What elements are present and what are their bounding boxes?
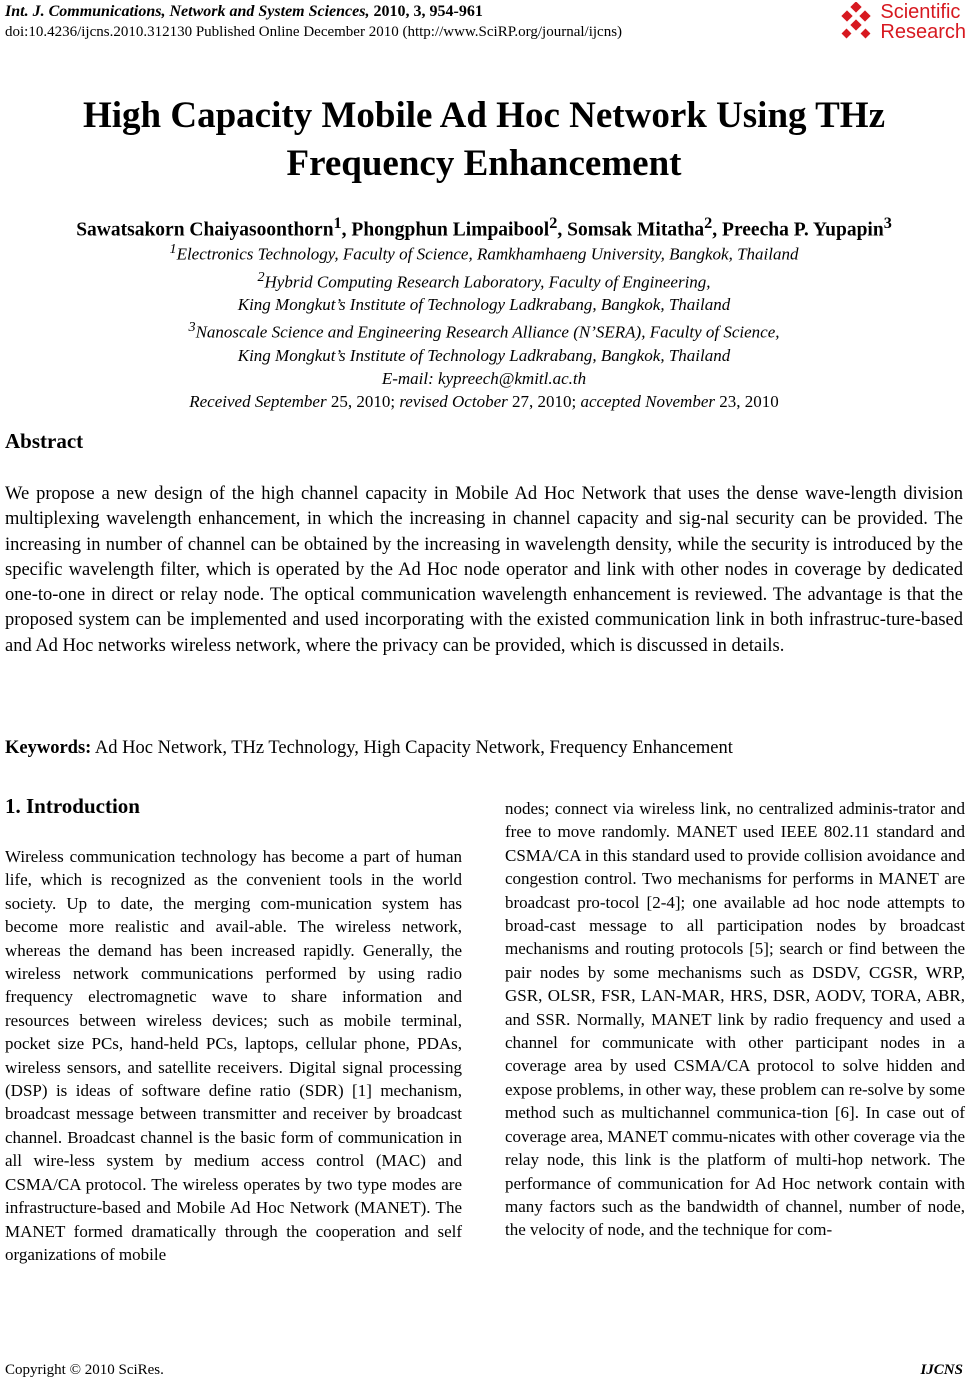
affiliation-3-line2: King Mongkut’s Institute of Technology Ladkrabang, Bangkok, Thailand — [237, 345, 731, 365]
scientific-research-logo — [838, 0, 966, 44]
author-list: Sawatsakorn Chaiyasoonthorn$^1$, Phongphun Limpaibool$^2$, Somsak Mitatha$^2$, Preecha P. Yupapin$^3$ — [76, 214, 892, 241]
keywords-text: Ad Hoc Network, THz Technology, High Capacity Network, Frequency Enhancement — [91, 738, 733, 758]
affiliation-1: $^1$Electronics Technology, Faculty of Science, Ramkhamhaeng University, Bangkok, Thailand — [169, 241, 799, 264]
keywords — [5, 735, 963, 761]
journal-title: Int. J. Communications, Network and System Sciences, — [5, 3, 370, 20]
author-name: Sawatsakorn Chaiyasoonthorn — [76, 219, 334, 241]
author-name: Somsak Mitatha — [567, 219, 705, 241]
email-line: E-mail: kypreech@kmitl.ac.th — [381, 368, 587, 388]
author-name: Phongphun Limpaibool — [351, 219, 550, 241]
paper-title: High Capacity Mobile Ad Hoc Network Using THz Frequency Enhancement — [82, 95, 886, 184]
author-name: Preecha P. Yupapin — [722, 219, 884, 241]
copyright-footer: Copyright © 2010 SciRes. — [5, 1362, 164, 1378]
abstract-heading: Abstract — [5, 429, 84, 453]
logo-text: Scientific Research — [880, 1, 966, 43]
introduction-heading: 1. Introduction — [5, 794, 140, 818]
introduction-right-column: nodes; connect via wireless link, no centralized adminis-trator and free to move randomly. MANET used IEEE 802.11 standard and CSMA/CA in this standard used to provide collision avoidance and congestion control. Two mechanisms for performs in MANET are broadcast pro-tocol [2-4]; one available ad hoc node attempts to broad-cast message to all participation nodes by broadcast mechanisms and routing protocols [5]; search or find between the pair nodes by some mechanisms such as DSDV, CGSR, WRP, GSR, OLSR, FSR, LAN-MAR, HRS, DSR, AODV, TORA, ABR, and SSR. Normally, MANET link by radio frequency and used a channel for communicate with other participant nodes in a coverage area by used CSMA/CA protocol to solve hidden and expose problems, in other way, these problem can re-solve by some method such as multichannel communica-tion [6]. In case out of coverage area, MANET commu-nicates with other coverage via the relay node, this link is the platform of multi-hop network. The performance of communication for Ad Hoc network contain with many factors such as the bandwidth of channel, number of node, the velocity of node, and the technique for com- — [505, 799, 965, 1240]
volume-info: 2010, 3, 954-961 — [369, 3, 483, 20]
logo-mark-icon — [838, 2, 876, 42]
doi-line: doi:10.4236/ijcns.2010.312130 Published Online December 2010 (http://www.SciRP.org/journal/ijcns) — [5, 24, 623, 40]
affiliation-3: $^3$Nanoscale Science and Engineering Research Alliance (N’SERA), Faculty of Science, — [188, 319, 780, 342]
journal-abbrev-footer: IJCNS — [920, 1362, 963, 1378]
introduction-left-column: Wireless communication technology has become a part of human life, which is recognized as the convenient tools in the world society. Up to date, the merging com-munication system has become more realistic and avail-able. The wireless network, whereas the demand has been increased rapidly. Generally, the wireless network communications performed by using radio frequency electromagnetic wave to share information and resources between wireless devices; such as mobile terminal, pocket size PCs, hand-held PCs, laptops, cellular phone, PDAs, wireless sensors, and satellite receivers. Digital signal processing (DSP) is ideas of software define ratio (SDR) [1] mechanism, broadcast message between transmitter and receiver by broadcast channel. Broadcast channel is the basic form of communication in all wire-less system by medium access control (MAC) and CSMA/CA protocol. The wireless operates by two type modes are infrastructure-based and Mobile Ad Hoc Network (MANET). The MANET formed dramatically through the cooperation and self organizations of mobile — [5, 847, 462, 1264]
journal-citation-line — [5, 2, 825, 22]
keywords-label: Keywords: — [5, 738, 92, 758]
affiliations — [0, 238, 968, 413]
abstract-text: We propose a new design of the high channel capacity in Mobile Ad Hoc Network that uses the dense wave-length division multiplexing wavelength enhancement, in which the increasing in channel capacity and sig-nal security can be provided. The increasing in number of channel can be obtained by the increasing in wavelength density, while the security is introduced by the specific wavelength filter, which is operated by the Ad Hoc node operator and link with other nodes in coverage by dedicated one-to-one in direct or relay node. The optical communication wavelength enhancement is reviewed. The advantage is that the proposed system can be implemented and used incorporating with the existed communication link in both infrastruc-ture-based and Ad Hoc networks wireless network, where the privacy can be provided, which is discussed in details. — [5, 484, 963, 656]
affiliation-2-line2: King Mongkut’s Institute of Technology Ladkrabang, Bangkok, Thailand — [237, 295, 731, 315]
journal-header — [5, 2, 825, 42]
dates-line: Received September 25, 2010; revised October 27, 2010; accepted November 23, 2010 — [189, 391, 779, 411]
affiliation-2: $^2$Hybrid Computing Research Laboratory, Faculty of Engineering, — [257, 268, 711, 292]
